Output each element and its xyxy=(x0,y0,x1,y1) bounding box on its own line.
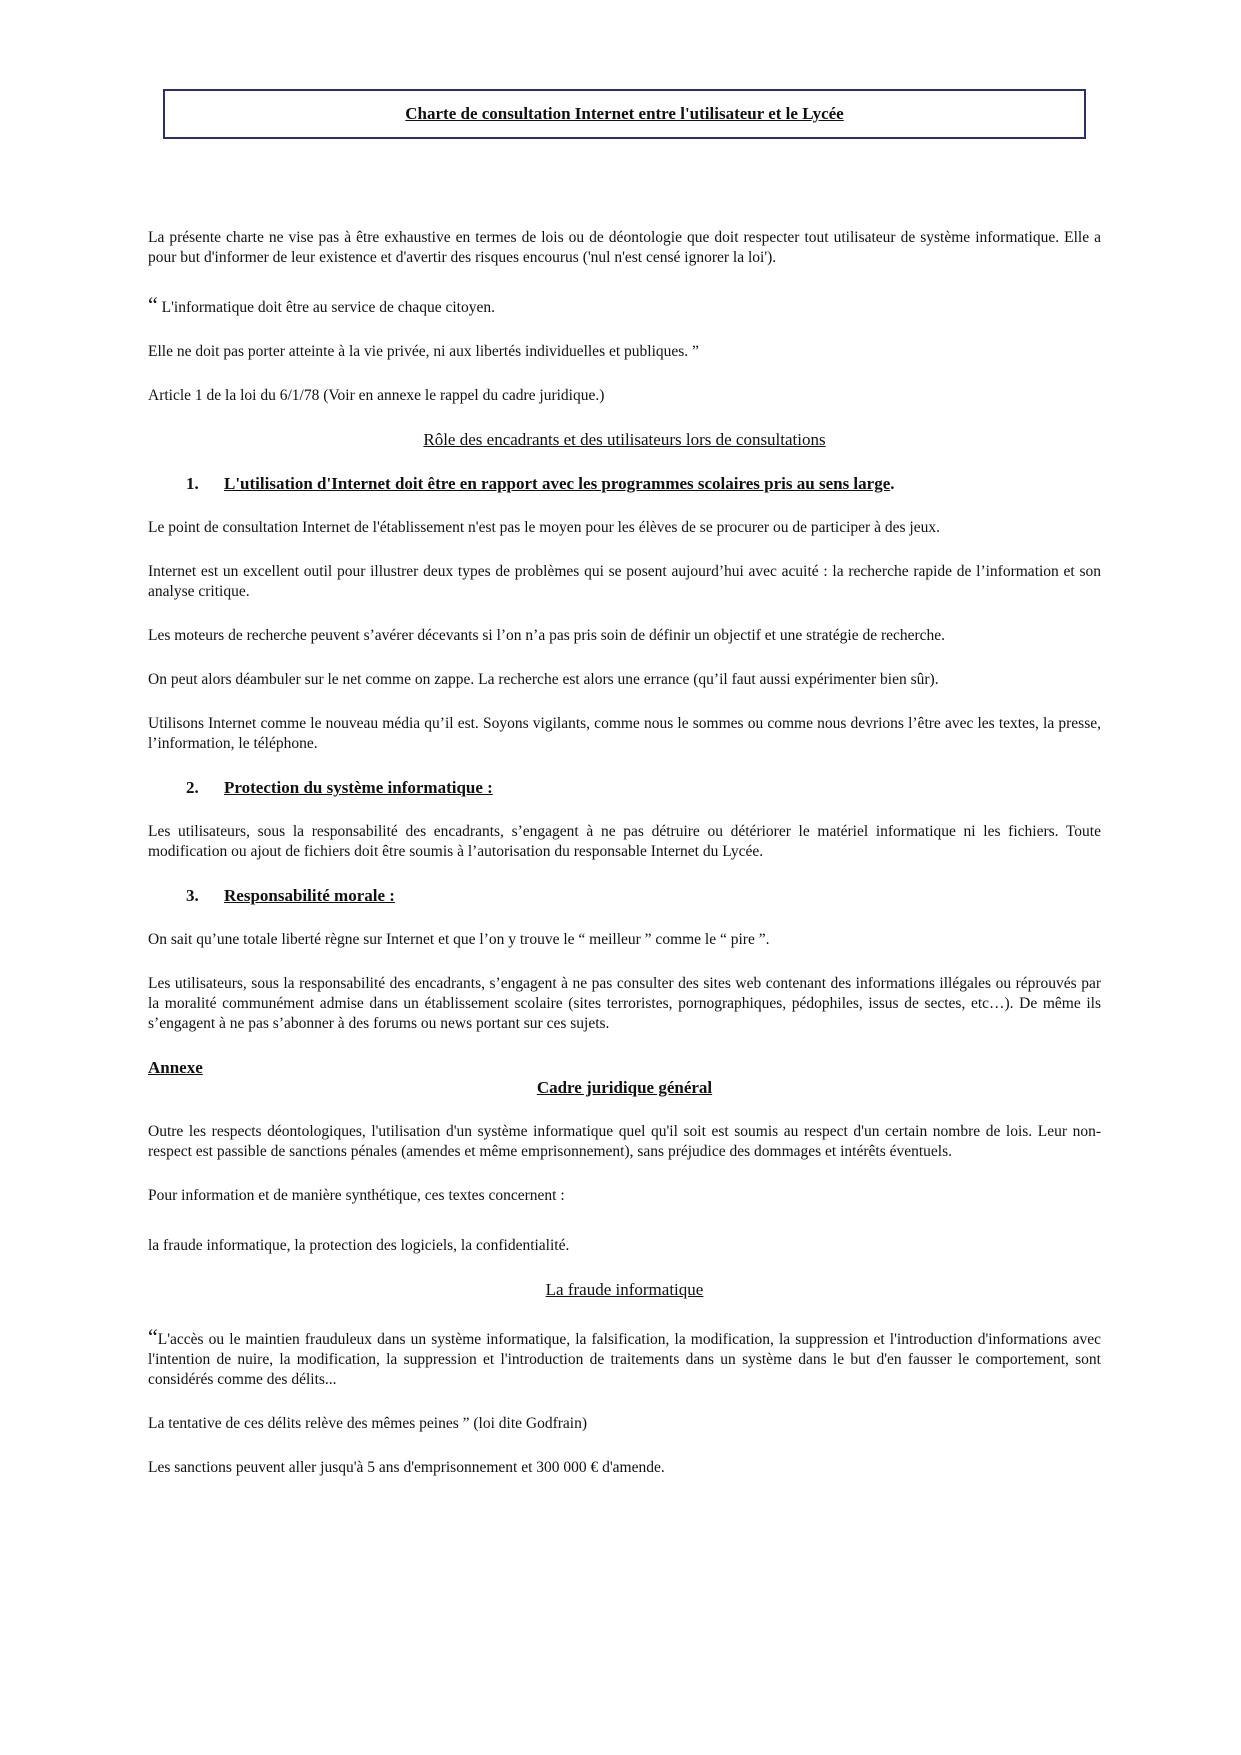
section-3-paragraph: On sait qu’une totale liberté règne sur Internet et que l’on y trouve le “ meilleur ” comme le “ pire ”. xyxy=(148,931,770,948)
section-3-heading xyxy=(186,886,1101,906)
section-3-number: 3. xyxy=(186,886,199,905)
title-box xyxy=(163,89,1086,139)
section-1-title-end: . xyxy=(890,474,895,493)
cadre-heading: Cadre juridique général xyxy=(536,1078,713,1097)
quote-line-1 xyxy=(148,292,1101,318)
annexe-paragraph: la fraude informatique, la protection des logiciels, la confidentialité. xyxy=(148,1237,570,1254)
intro-paragraph: La présente charte ne vise pas à être exhaustive en termes de lois ou de déontologie que doit respecter tout utilisateur de système informatique. Elle a pour but d'informer de leur existence et d'avertir des risques encourus ('nul n'est censé ignorer la loi'). xyxy=(148,229,1101,266)
article-reference: Article 1 de la loi du 6/1/78 (Voir en annexe le rappel du cadre juridique.) xyxy=(148,387,605,404)
section-1-number: 1. xyxy=(186,474,199,493)
section-1-paragraph: Le point de consultation Internet de l'établissement n'est pas le moyen pour les élèves de se procurer ou de participer à des jeux. xyxy=(148,519,940,536)
fraude-quote xyxy=(148,1324,1101,1390)
section-1-heading xyxy=(186,474,1101,494)
annexe-label: Annexe xyxy=(148,1058,203,1077)
fraude-quote-text: L'accès ou le maintien frauduleux dans un système informatique, la falsification, la modification, la suppression et l'introduction d'informations avec l'intention de nuire, la modification, la suppression et l'introduction de traitements dans un système dans le but d'en fausser le comportement, sont considérés comme des délits... xyxy=(148,1331,1101,1388)
sanctions-paragraph: Les sanctions peuvent aller jusqu'à 5 ans d'emprisonnement et 300 000 € d'amende. xyxy=(148,1459,665,1476)
section-1-paragraph: Internet est un excellent outil pour illustrer deux types de problèmes qui se posent aujourd’hui avec acuité : la recherche rapide de l’information et son analyse critique. xyxy=(148,563,1101,600)
document-body xyxy=(148,228,1101,1478)
section-2-paragraph: Les utilisateurs, sous la responsabilité des encadrants, s’engagent à ne pas détruire ou détériorer le matériel informatique ni les fichiers. Toute modification ou ajout de fichiers doit être soumis à l’autorisation du responsable Internet du Lycée. xyxy=(148,823,1101,860)
section-3-paragraph: Les utilisateurs, sous la responsabilité des encadrants, s’engagent à ne pas consulter des sites web contenant des informations illégales ou réprouvés par la moralité communément admise dans un établissement scolaire (sites terroristes, pornographiques, pédophiles, issus de sectes, etc…). De même ils s’engagent à ne pas s’abonner à des forums ou news portant sur ces sujets. xyxy=(148,975,1101,1032)
annexe-paragraph: Pour information et de manière synthétique, ces textes concernent : xyxy=(148,1187,565,1204)
section-2-heading xyxy=(186,778,1101,798)
document-title: Charte de consultation Internet entre l'utilisateur et le Lycée xyxy=(405,104,844,123)
section-1-title: L'utilisation d'Internet doit être en rapport avec les programmes scolaires pris au sens large xyxy=(224,474,891,493)
annexe-paragraph: Outre les respects déontologiques, l'utilisation d'un système informatique quel qu'il soit est soumis au respect d'un certain nombre de lois. Leur non-respect est passible de sanctions pénales (amendes et même emprisonnement), sans préjudice des dommages et intérêts éventuels. xyxy=(148,1123,1101,1160)
quote-line-1-text: L'informatique doit être au service de chaque citoyen. xyxy=(161,299,495,316)
tentative-paragraph: La tentative de ces délits relève des mêmes peines ” (loi dite Godfrain) xyxy=(148,1415,587,1432)
section-2-title: Protection du système informatique : xyxy=(224,778,493,797)
section-1-paragraph: Les moteurs de recherche peuvent s’avérer décevants si l’on n’a pas pris soin de définir un objectif et une stratégie de recherche. xyxy=(148,627,946,644)
section-1-paragraph: On peut alors déambuler sur le net comme on zappe. La recherche est alors une errance (qu’il faut aussi expérimenter bien sûr). xyxy=(148,671,939,688)
open-quote-glyph: “ xyxy=(148,1324,158,1349)
roles-heading: Rôle des encadrants et des utilisateurs lors de consultations xyxy=(423,430,826,449)
section-3-title: Responsabilité morale : xyxy=(224,886,395,905)
section-2-number: 2. xyxy=(186,778,199,797)
fraude-heading: La fraude informatique xyxy=(545,1280,704,1299)
open-quote-glyph: “ xyxy=(148,292,158,317)
quote-line-2: Elle ne doit pas porter atteinte à la vie privée, ni aux libertés individuelles et publiques. ” xyxy=(148,343,699,360)
section-1-paragraph: Utilisons Internet comme le nouveau média qu’il est. Soyons vigilants, comme nous le sommes ou comme nous devrions l’être avec les textes, la presse, l’information, le téléphone. xyxy=(148,715,1101,752)
